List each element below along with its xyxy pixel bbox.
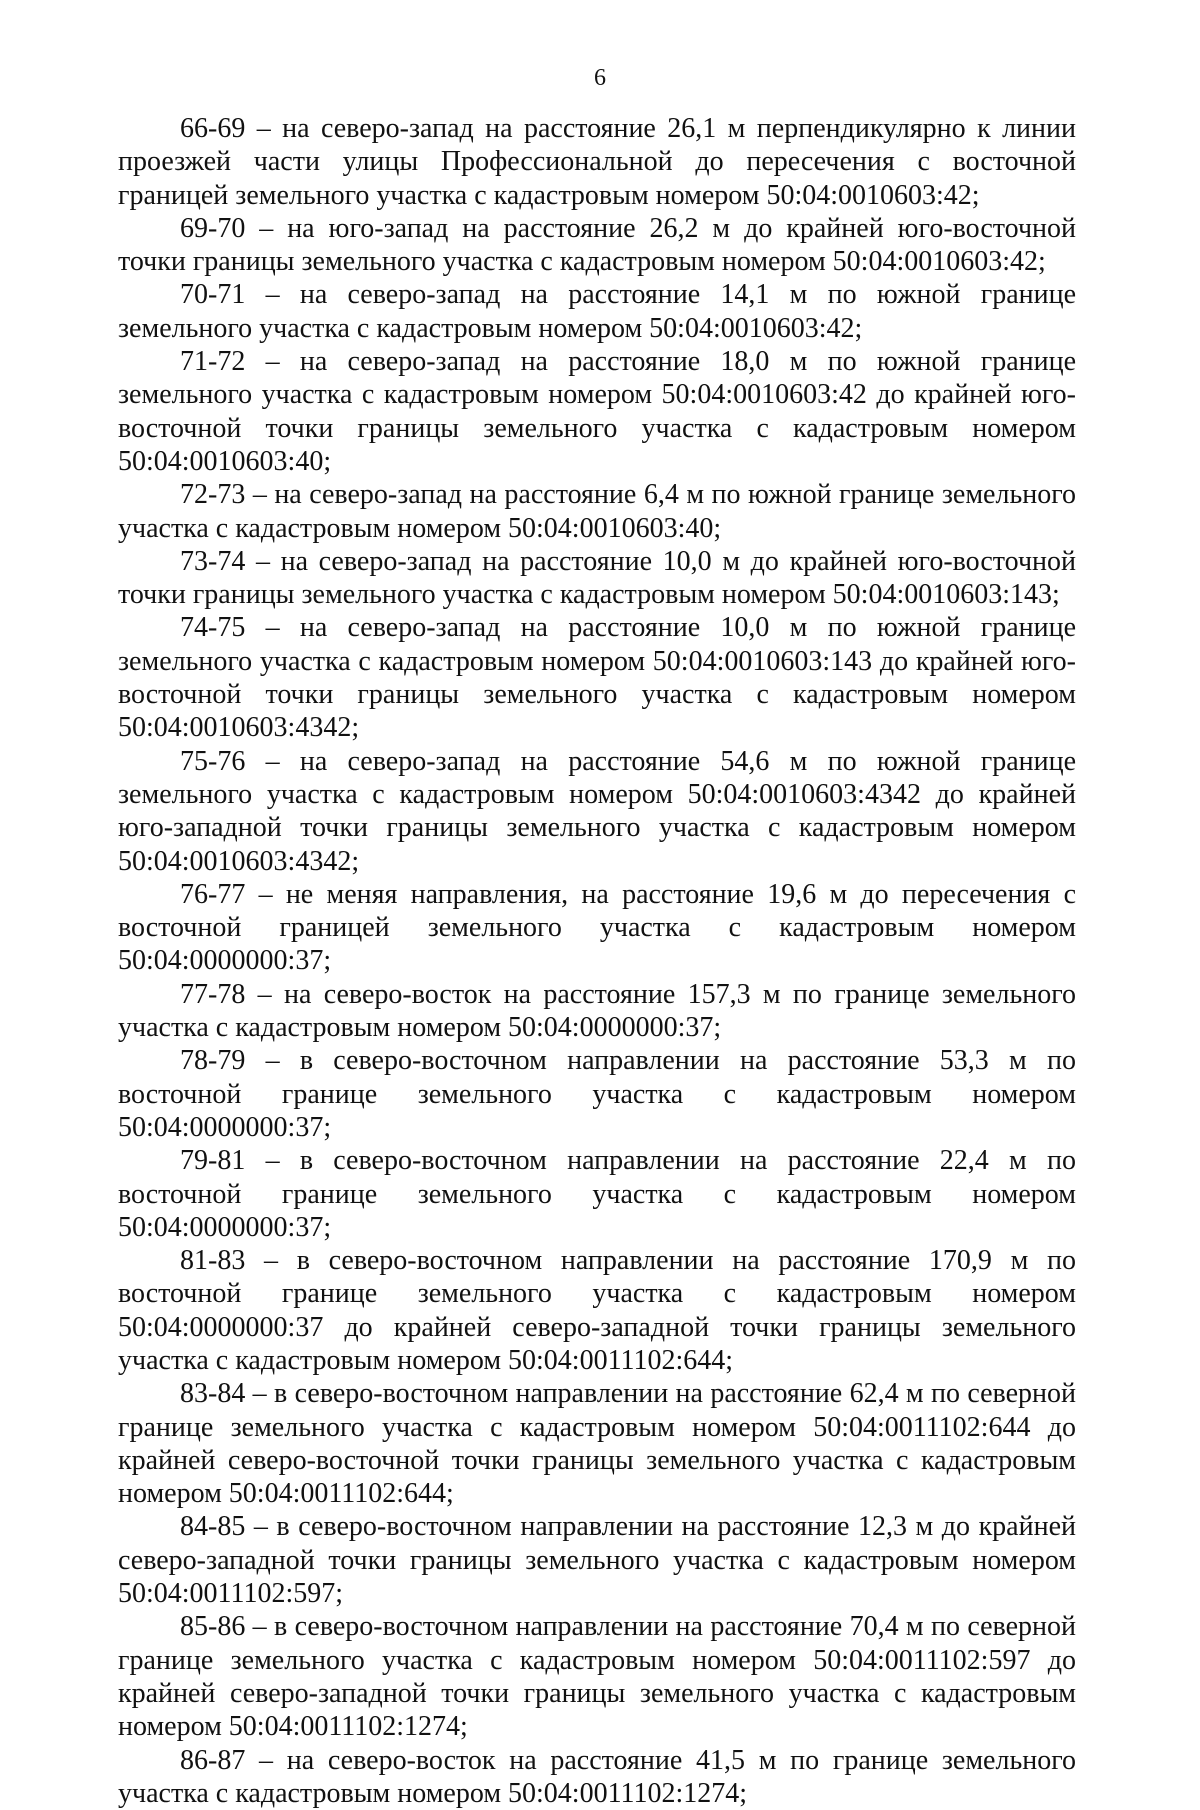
paragraph-74-75: 74-75 – на северо-запад на расстояние 10,0 м по южной границе земельного участка с кадастровым номером 50:04:0010603:143 до крайней юго-восточной точки границы земельного участка с кадастровым номером 50:04:0010603:4342; xyxy=(118,612,1076,744)
paragraph-73-74: 73-74 – на северо-запад на расстояние 10,0 м до крайней юго-восточной точки границы земельного участка с кадастровым номером 50:04:0010603:143; xyxy=(118,545,1076,611)
page-number: 6 xyxy=(594,65,606,91)
paragraph-72-73: 72-73 – на северо-запад на расстояние 6,4 м по южной границе земельного участка с кадастровым номером 50:04:0010603:40; xyxy=(118,479,1076,544)
paragraph-81-83: 81-83 – в северо-восточном направлении на расстояние 170,9 м по восточной границе земельного участка с кадастровым номером 50:04:0000000:37 до крайней северо-западной точки границы земельного участка с кадастровым номером 50:04:0011102:644; xyxy=(118,1245,1076,1376)
paragraph-66-69: 66-69 – на северо-запад на расстояние 26,1 м перпендикулярно к линии проезжей части улицы Профессиональной до пересечения с восточной границей земельного участка с кадастровым номером 50:04:0010603:42; xyxy=(118,113,1076,211)
boundary-description xyxy=(118,112,1076,1810)
paragraph-78-79: 78-79 – в северо-восточном направлении на расстояние 53,3 м по восточной границе земельного участка с кадастровым номером 50:04:0000000:37; xyxy=(118,1045,1076,1143)
paragraph-75-76: 75-76 – на северо-запад на расстояние 54,6 м по южной границе земельного участка с кадастровым номером 50:04:0010603:4342 до крайней юго-западной точки границы земельного участка с кадастровым номером 50:04:0010603:4342; xyxy=(118,745,1076,877)
paragraph-77-78: 77-78 – на северо-восток на расстояние 157,3 м по границе земельного участка с кадастровым номером 50:04:0000000:37; xyxy=(118,978,1076,1044)
paragraph-69-70: 69-70 – на юго-запад на расстояние 26,2 м до крайней юго-восточной точки границы земельного участка с кадастровым номером 50:04:0010603:42; xyxy=(118,212,1076,278)
paragraph-76-77: 76-77 – не меняя направления, на расстояние 19,6 м до пересечения с восточной границей земельного участка с кадастровым номером 50:04:0000000:37; xyxy=(118,878,1076,977)
paragraph-85-86: 85-86 – в северо-восточном направлении на расстояние 70,4 м по северной границе земельного участка с кадастровым номером 50:04:0011102:597 до крайней северо-западной точки границы земельного участка с кадастровым номером 50:04:0011102:1274; xyxy=(118,1611,1076,1743)
paragraph-83-84: 83-84 – в северо-восточном направлении на расстояние 62,4 м по северной границе земельного участка с кадастровым номером 50:04:0011102:644 до крайней северо-восточной точки границы земельного участка с кадастровым номером 50:04:0011102:644; xyxy=(118,1378,1076,1510)
paragraph-84-85: 84-85 – в северо-восточном направлении на расстояние 12,3 м до крайней северо-западной точки границы земельного участка с кадастровым номером 50:04:0011102:597; xyxy=(118,1511,1076,1610)
paragraph-71-72: 71-72 – на северо-запад на расстояние 18,0 м по южной границе земельного участка с кадастровым номером 50:04:0010603:42 до крайней юго-восточной точки границы земельного участка с кадастровым номером 50:04:0010603:40; xyxy=(118,346,1076,477)
paragraph-86-87: 86-87 – на северо-восток на расстояние 41,5 м по границе земельного участка с кадастровым номером 50:04:0011102:1274; xyxy=(118,1744,1076,1809)
paragraph-70-71: 70-71 – на северо-запад на расстояние 14,1 м по южной границе земельного участка с кадастровым номером 50:04:0010603:42; xyxy=(118,279,1076,344)
paragraph-79-81: 79-81 – в северо-восточном направлении на расстояние 22,4 м по восточной границе земельного участка с кадастровым номером 50:04:0000000:37; xyxy=(118,1145,1076,1243)
